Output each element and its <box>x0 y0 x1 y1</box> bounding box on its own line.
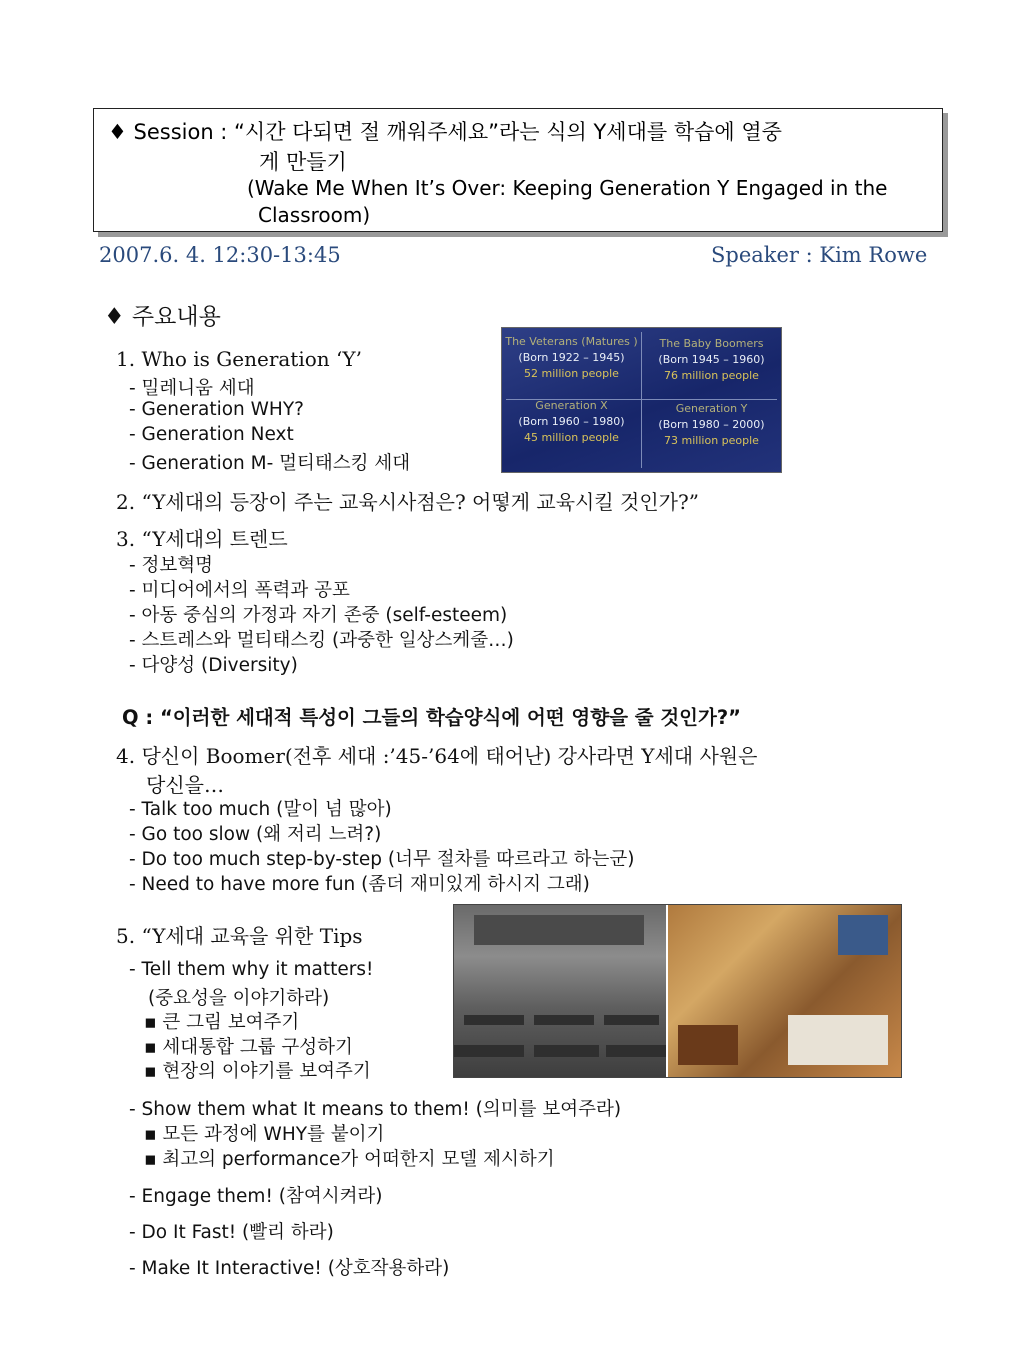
section-4-title-line2: 당신을… <box>146 773 224 797</box>
main-heading: ♦ 주요내용 <box>104 304 221 330</box>
tip-1-sub: (중요성을 이야기하라) <box>148 988 330 1009</box>
generation-people: 73 million people <box>664 434 759 447</box>
session-title-line1: ♦ Session : “시간 다되면 절 깨워주세요”라는 식의 Y세대를 학습에 열중 <box>108 120 782 144</box>
section-2-title: 2. “Y세대의 등장이 주는 교육시사점은? 어떻게 교육시킬 것인가?” <box>116 490 699 514</box>
session-subtitle-line1: (Wake Me When It’s Over: Keeping Generation Y Engaged in the <box>247 176 888 200</box>
list-item: - 정보혁명 <box>129 555 214 576</box>
list-item: - Generation Next <box>129 424 294 445</box>
list-item: - Do too much step-by-step (너무 절차를 따르라고 하는군) <box>129 849 635 870</box>
generation-cell-veterans <box>502 334 641 405</box>
generation-cell-y <box>642 401 781 472</box>
list-item: - Go too slow (왜 저리 느려?) <box>129 824 382 845</box>
generation-born: (Born 1980 – 2000) <box>658 418 765 431</box>
generation-name: The Veterans (Matures ) <box>505 335 638 348</box>
generation-name: The Baby Boomers <box>659 337 764 350</box>
section-4-title-line1: 4. 당신이 Boomer(전후 세대 :’45-’64에 태어난) 강사라면 Y세대 사원은 <box>116 744 758 768</box>
generation-born: (Born 1922 – 1945) <box>518 351 625 364</box>
tip-5: - Make It Interactive! (상호작용하라) <box>129 1258 450 1279</box>
generation-name: Generation Y <box>675 402 748 415</box>
classroom-photo <box>453 904 902 1078</box>
list-item: - 다양성 (Diversity) <box>129 655 298 676</box>
list-item: ▪ 세대통합 그룹 구성하기 <box>144 1037 353 1058</box>
session-subtitle-line2: Classroom) <box>258 203 371 227</box>
list-item: ▪ 큰 그림 보여주기 <box>144 1012 300 1033</box>
generation-born: (Born 1945 – 1960) <box>658 353 765 366</box>
question: Q : “이러한 세대적 특성이 그들의 학습양식에 어떤 영향을 줄 것인가?” <box>122 706 741 729</box>
generation-people: 52 million people <box>524 367 619 380</box>
tip-4: - Do It Fast! (빨리 하라) <box>129 1222 334 1243</box>
list-item: - 아동 중심의 가정과 자기 존중 (self-esteem) <box>129 605 508 626</box>
list-item: - Need to have more fun (좀더 재미있게 하시지 그래) <box>129 874 590 895</box>
list-item: - Talk too much (말이 넘 많아) <box>129 799 392 820</box>
generation-name: Generation X <box>535 399 608 412</box>
list-item: - Generation WHY? <box>129 399 304 420</box>
list-item: - 밀레니움 세대 <box>129 378 255 399</box>
generation-people: 45 million people <box>524 431 619 444</box>
list-item: ▪ 모든 과정에 WHY를 붙이기 <box>144 1124 385 1145</box>
generation-cell-x <box>502 398 641 469</box>
list-item: - 스트레스와 멀티태스킹 (과중한 일상스케줄…) <box>129 630 514 651</box>
classroom-photo-color <box>668 905 901 1077</box>
section-5-title: 5. “Y세대 교육을 위한 Tips <box>116 924 363 948</box>
speaker: Speaker : Kim Rowe <box>711 243 928 267</box>
generation-people: 76 million people <box>664 369 759 382</box>
classroom-photo-bw <box>454 905 666 1077</box>
generation-born: (Born 1960 – 1980) <box>518 415 625 428</box>
session-title-line2: 게 만들기 <box>259 150 347 174</box>
list-item: ▪ 최고의 performance가 어떠한지 모델 제시하기 <box>144 1149 555 1170</box>
generation-table-image <box>501 327 782 473</box>
tip-1: - Tell them why it matters! <box>129 959 374 980</box>
generation-cell-boomers <box>642 336 781 407</box>
section-1-title: 1. Who is Generation ‘Y’ <box>116 347 362 371</box>
list-item: - Generation M- 멀티태스킹 세대 <box>129 453 411 474</box>
tip-2: - Show them what It means to them! (의미를 보여주라) <box>129 1099 622 1120</box>
tip-3: - Engage them! (참여시켜라) <box>129 1186 383 1207</box>
list-item: - 미디어에서의 폭력과 공포 <box>129 580 350 601</box>
list-item: ▪ 현장의 이야기를 보여주기 <box>144 1061 371 1082</box>
session-date: 2007.6. 4. 12:30-13:45 <box>99 243 341 267</box>
section-3-title: 3. “Y세대의 트렌드 <box>116 527 288 551</box>
